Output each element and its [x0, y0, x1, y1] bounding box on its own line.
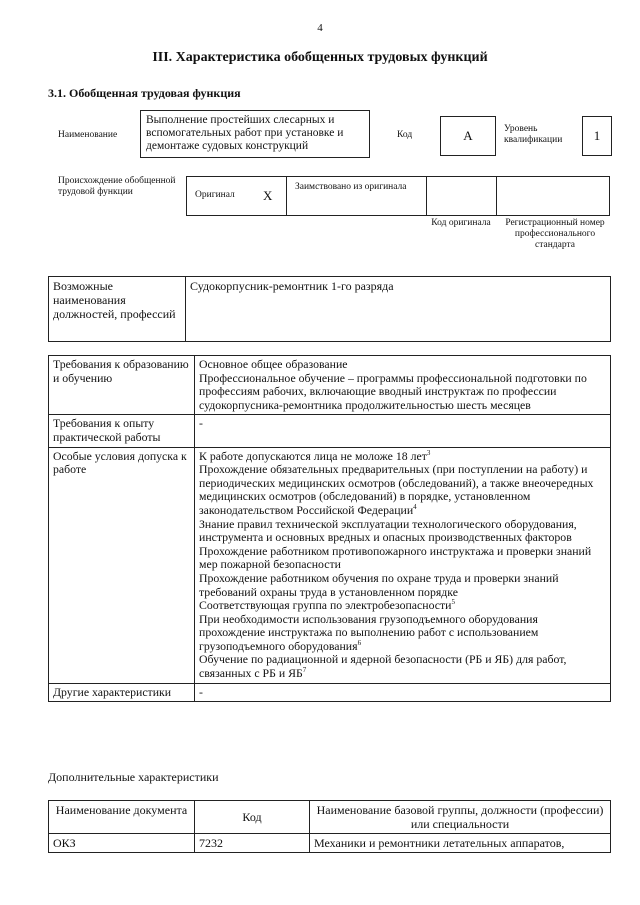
reg-number-caption: Регистрационный номер профессионального стандарта	[505, 218, 605, 250]
row-document: ОКЗ	[49, 834, 195, 853]
original-label: Оригинал	[195, 190, 235, 200]
education-cell	[195, 356, 611, 415]
education-line: Профессиональное обучение – программы профессиональной подготовки по профессиям рабочих, включающие вводный инструктаж по профессии судокорпусника-ремонтника продолжительностью шесть месяцев	[199, 370, 587, 412]
condition-item: При необходимости использования грузоподъемного оборудования прохождение инструктажа по выполнению работ с использованием грузоподъемного оборудования$^6$	[199, 611, 539, 653]
positions-table	[48, 276, 611, 342]
education-line: Основное общее образование	[199, 357, 348, 371]
row-code: 7232	[195, 834, 310, 853]
reg-number-cell	[497, 177, 611, 215]
code-label: Код	[397, 130, 413, 140]
header-code: Код	[195, 801, 310, 834]
additional-title: Дополнительные характеристики	[48, 770, 219, 784]
page-number: 4	[317, 22, 323, 34]
conditions-label: Особые условия допуска к работе	[49, 447, 195, 683]
borrowed-label: Заимствовано из оригинала	[295, 182, 407, 192]
positions-label: Возможные наименования должностей, профессий	[49, 277, 186, 342]
origin-label: Происхождение обобщенной трудовой функции	[58, 176, 176, 197]
header-group-name: Наименование базовой группы, должности (профессии) или специальности	[310, 801, 611, 834]
condition-item: Прохождение работником обучения по охране труда и проверки знаний требований охраны труда в установленном порядке	[199, 570, 559, 599]
section-title: III. Характеристика обобщенных трудовых функций	[152, 50, 488, 65]
origin-table	[186, 176, 610, 216]
conditions-cell	[195, 447, 611, 683]
additional-table	[48, 800, 611, 853]
requirements-table	[48, 355, 611, 702]
level-value: 1	[593, 128, 601, 143]
condition-item: Обучение по радиационной и ядерной безопасности (РБ и ЯБ) для работ, связанных с РБ и $ЯБ^7$	[199, 652, 567, 681]
original-mark: Х	[263, 188, 273, 203]
condition-item: Соответствующая группа по электробезопасности$^5$	[199, 598, 455, 613]
condition-item: Прохождение обязательных предварительных (при поступлении на работу) и периодических медицинских осмотров (обследований), а также внеочередных медицинских осмотров (обследований) в порядке, установленном законодательством Российской Федерации$^4$	[199, 462, 594, 517]
experience-label: Требования к опыту практической работы	[49, 415, 195, 447]
original-cell	[187, 177, 287, 215]
condition-item: К работе допускаются лица не моложе 18 лет$^3$	[199, 448, 431, 463]
function-name-value: Выполнение простейших слесарных и вспомогательных работ при установке и демонтаже судовых конструкций	[146, 114, 344, 152]
row-group-name: Механики и ремонтники летательных аппаратов,	[310, 834, 611, 853]
positions-value: Судокорпусник-ремонтник 1-го разряда	[186, 277, 611, 342]
condition-item: Прохождение работником противопожарного инструктажа и проверки знаний мер пожарной безопасности	[199, 543, 592, 572]
code-box	[440, 116, 496, 156]
condition-item: Знание правил технической эксплуатации технологического оборудования, инструмента и основных вредных и опасных производственных факторов	[199, 516, 577, 545]
header-document: Наименование документа	[49, 801, 195, 834]
code-original-cell	[427, 177, 497, 215]
code-value: А	[463, 128, 473, 143]
level-label: Уровень квалификации	[504, 124, 563, 145]
level-box	[582, 116, 612, 156]
subsection-title: 3.1. Обобщенная трудовая функция	[48, 86, 241, 100]
other-value: -	[195, 683, 611, 702]
table-row	[49, 834, 611, 853]
experience-value: -	[195, 415, 611, 447]
name-label: Наименование	[58, 130, 118, 140]
other-label: Другие характеристики	[49, 683, 195, 702]
education-label: Требования к образованию и обучению	[49, 356, 195, 415]
borrowed-cell	[287, 177, 427, 215]
code-original-caption: Код оригинала	[431, 218, 491, 228]
function-name-box	[140, 110, 370, 158]
